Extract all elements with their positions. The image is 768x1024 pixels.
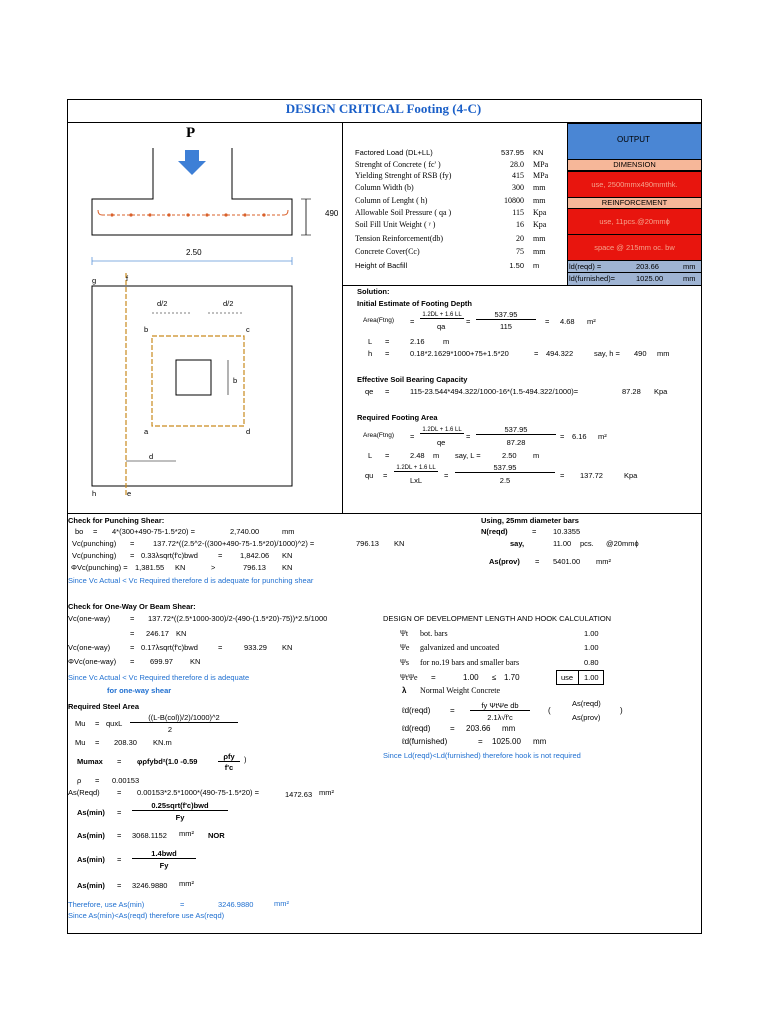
output-header: OUTPUT (617, 135, 650, 144)
dev-factor-symbol: Ψt (400, 629, 409, 638)
vc-oneway-1-label: Vc(one-way) (68, 614, 111, 623)
spacing-value: space @ 215mm oc. bw (567, 234, 702, 261)
eq: = (466, 432, 471, 441)
asmin-note-1: Therefore, use As(min) (68, 900, 145, 909)
asmin-label-4: As(min) (77, 881, 105, 890)
eq: = (466, 317, 471, 326)
ld-reqd-result-label: ℓd(reqd) (402, 724, 431, 733)
load-formula-1: 1.2DL + 1.6 LL (420, 312, 464, 319)
asmin-label-1: As(min) (77, 808, 105, 817)
L-say-value: 2.50 (502, 451, 517, 460)
input-value: 10800 (504, 196, 524, 205)
vc-oneway-1-formula: 137.72*((2.5*1000-300)/2-(490-(1.5*20)-75))*2.5/1000 (148, 614, 328, 623)
asmin-note-eq: = (180, 900, 185, 909)
bo-value: 2,740.00 (230, 527, 260, 536)
eq: = (385, 349, 390, 358)
as-reqd-formula: 0.00153*2.5*1000*(490-75-1.5*20) = (137, 788, 259, 797)
m2-unit: m² (598, 432, 607, 441)
ld-as-prov: As(prov) (572, 713, 601, 722)
input-unit: Kpa (533, 208, 547, 217)
dev-factor-value: 0.80 (584, 658, 599, 667)
asmin-value-1: 3068.1152 (132, 831, 167, 840)
h-formula: 0.18*2.1629*1000+75+1.5*20 (410, 349, 509, 358)
L-value-2: 2.48 (410, 451, 425, 460)
qa-symbol: qa (437, 322, 446, 331)
input-value: 537.95 (501, 148, 524, 157)
vc-oneway-2-value: 933.29 (244, 643, 267, 652)
use-label: use (561, 673, 574, 682)
input-unit: mm (533, 234, 546, 243)
m-unit: m (443, 337, 450, 346)
lxl-symbol: LxL (410, 476, 423, 485)
qu-label: qu (365, 471, 374, 480)
fc-denominator: f'c (224, 763, 234, 772)
bo-formula: 4*(300+490-75-1.5*20) = (112, 527, 195, 536)
bars-heading: Using, 25mm diameter bars (481, 516, 579, 525)
vc-punching-2-unit: KN (282, 551, 293, 560)
say-L: say, L = (455, 451, 481, 460)
mu-formula: quxL (106, 719, 123, 728)
asmin-label-2: As(min) (77, 831, 105, 840)
lambda-symbol: λ (402, 686, 407, 695)
bo-unit: mm (282, 527, 295, 536)
mu-label: Mu (75, 738, 86, 747)
mu-unit: KN.m (153, 738, 172, 747)
bo-label: bo (75, 527, 84, 536)
n-reqd-value: 10.3355 (553, 527, 581, 536)
qa-value: 115 (500, 322, 512, 331)
ld-as-reqd: As(reqd) (572, 699, 601, 708)
area-1-value: 4.68 (560, 317, 575, 326)
vc-oneway-2-label: Vc(one-way) (68, 643, 111, 652)
qu-value: 137.72 (580, 471, 603, 480)
asmin-numerator-2: 1.4bwd (132, 849, 196, 859)
phi-vc-oneway-unit: KN (190, 657, 201, 666)
fy-denominator-1: Fy (175, 813, 185, 822)
as-prov-unit: mm² (596, 557, 611, 566)
qe-value: 87.28 (622, 387, 641, 396)
ld-reqd-value: 203.66 (636, 262, 659, 271)
L-label: L (368, 451, 373, 460)
plan-label-f: f (126, 274, 129, 283)
phi-vc-punching-compare-unit: KN (282, 563, 293, 572)
psi-product-value: 1.00 (463, 673, 479, 682)
mu-label: Mu (75, 719, 86, 728)
fy-denominator-2: Fy (159, 861, 169, 870)
pfy-numerator: ρfy (218, 752, 240, 762)
vc-punching-1-unit: KN (394, 539, 405, 548)
phi-vc-punching-compare: 796.13 (243, 563, 266, 572)
gt-sign: > (211, 563, 216, 572)
load-formula-2: 1.2DL + 1.6 LL (420, 427, 464, 434)
mu-value: 208.30 (114, 738, 137, 747)
vc-punching-1-formula: 137.72*((2.5^2-((300+490-75-1.5*20)/1000)^2) = (153, 539, 315, 548)
eq: = (444, 471, 449, 480)
input-label: Height of Bacfill (355, 261, 408, 270)
input-label: Tension Reinforcement(db) (355, 234, 444, 243)
vc-punching-2-formula: 0.33λsqrt(f'c)bwd (141, 551, 198, 560)
ld-reqd-result-unit: mm (502, 724, 516, 733)
plan-label-a: a (144, 427, 149, 436)
plan-label-d: d (246, 427, 251, 436)
plan-label-e: e (127, 489, 132, 498)
input-label: Column Width (b) (355, 183, 414, 192)
asmin-label-3: As(min) (77, 855, 105, 864)
input-label: Soil Fill Unit Weight ( ᵞ ) (355, 220, 436, 229)
height-dim: 490 (325, 209, 339, 218)
input-label: Factored Load (DL+LL) (355, 148, 433, 157)
input-value: 16 (516, 220, 524, 229)
phi-vc-punching-label: ΦVc(punching) = (71, 563, 128, 572)
qe-label: qe (365, 387, 374, 396)
plan-label-b: b (144, 325, 149, 334)
eq: = (385, 337, 390, 346)
lxl-value: 2.5 (499, 476, 511, 485)
reinforcement-value: use, 11pcs.@20mmɸ (567, 208, 702, 235)
ld-numerator: fy ΨtΨe db (470, 701, 530, 711)
input-unit: m (533, 261, 540, 270)
phi-vc-oneway-label: ΦVc(one-way) (68, 657, 117, 666)
kpa-unit: Kpa (654, 387, 668, 396)
punching-note: Since Vc Actual < Vc Required therefore d is adequate for punching shear (68, 576, 314, 585)
ld-reqd-result-value: 203.66 (466, 724, 491, 733)
area-label-1: Area(Ftng) (363, 317, 395, 324)
solution-heading: Solution: (357, 287, 390, 296)
h-say-value: 490 (634, 349, 647, 358)
sheet-title: DESIGN CRITICAL Footing (4-C) (285, 101, 482, 116)
asmin-note-2: Since As(min)<As(reqd) therefore use As(reqd) (68, 911, 225, 920)
input-label: Column of Lenght ( h) (355, 196, 428, 205)
load-formula-3: 1.2DL + 1.6 LL (394, 465, 438, 472)
input-unit: Kpa (533, 220, 547, 229)
nor-label: NOR (208, 831, 225, 840)
rho-label: ρ (77, 776, 82, 785)
input-value: 415 (512, 171, 524, 180)
area-label-2: Area(Ftng) (363, 432, 395, 439)
dev-factor-text: galvanized and uncoated (420, 643, 500, 652)
input-unit: MPa (533, 171, 549, 180)
vc-punching-1-value: 796.13 (356, 539, 379, 548)
qe-symbol: qe (437, 438, 446, 447)
eq: = (410, 317, 415, 326)
m2-unit: m² (587, 317, 596, 326)
vc-punching-1-label: Vc(punching) (72, 539, 117, 548)
ld-furn-label: ld(furnished)= (569, 274, 616, 283)
eq: = (385, 451, 390, 460)
ld-furn-value: 1025.00 (636, 274, 664, 283)
input-unit: mm (533, 247, 546, 256)
use-value: 1.00 (584, 673, 599, 682)
dev-factor-text: for no.19 bars and smaller bars (420, 658, 520, 667)
p-value-2: 537.95 (476, 425, 556, 435)
phi-vc-punching-unit: KN (175, 563, 186, 572)
ld-furn-result-unit: mm (533, 737, 547, 746)
input-value: 75 (516, 247, 524, 256)
phi-vc-oneway-value: 699.97 (150, 657, 173, 666)
input-label: Yielding Strenght of RSB (fy) (355, 171, 452, 180)
m-unit: m (433, 451, 440, 460)
load-label: P (186, 125, 196, 141)
vc-oneway-2-formula: 0.17λsqrt(f'c)bwd (141, 643, 198, 652)
plan-label-g: g (92, 276, 97, 285)
phi-vc-punching-value: 1,381.55 (135, 563, 165, 572)
plan-label-c: c (246, 325, 250, 334)
vc-oneway-1-unit: KN (176, 629, 187, 638)
asmin-value-2: 3246.9880 (132, 881, 168, 890)
as-reqd-value: 1472.63 (285, 790, 313, 799)
ld-reqd-label: ld(reqd) = (569, 262, 602, 271)
eq: = (560, 471, 565, 480)
eq: = (385, 387, 390, 396)
dev-factor-value: 1.00 (584, 629, 599, 638)
dimension-value: use, 2500mmx490mmthk. (567, 171, 702, 198)
as-prov-label: As(prov) (489, 557, 520, 566)
qe-formula: 115-23.544*494.322/1000-16*(1.5-494.322/1000)= (410, 387, 579, 396)
input-unit: KN (533, 148, 544, 157)
as-reqd-unit: mm² (319, 788, 334, 797)
eq: = (560, 432, 565, 441)
bar-spacing: @20mmɸ (606, 539, 639, 548)
qe-den: 87.28 (506, 438, 526, 447)
vc-punching-2-value: 1,842.06 (240, 551, 270, 560)
ld-reqd-unit: mm (683, 262, 696, 271)
asmin-note-value: 3246.9880 (218, 900, 254, 909)
vc-oneway-1-value: 246.17 (146, 629, 169, 638)
mumax-formula: φρfybd²(1.0 -0.59 (137, 757, 198, 766)
oneway-note-2: for one-way shear (107, 686, 172, 695)
input-label: Allowable Soil Pressure ( qa ) (355, 208, 452, 217)
L-label: L (368, 337, 373, 346)
mumax-label: Mumax (77, 757, 103, 766)
input-label: Strenght of Concrete ( fc' ) (355, 160, 441, 169)
mu-numerator: ((L-B(col))/2)/1000)^2 (130, 713, 238, 723)
esbc-heading: Effective Soil Bearing Capacity (357, 375, 468, 384)
psi-product-eq: = (431, 673, 436, 682)
asmin-note-unit: mm² (274, 899, 289, 908)
psi-product-symbol: ΨtΨe (400, 673, 418, 682)
plan-label-b-dim: b (233, 376, 238, 385)
oneway-note-1: Since Vc Actual < Vc Required therefore d is adequate (68, 673, 250, 682)
le-sign: ≤ (492, 673, 497, 682)
p-value-3: 537.95 (455, 463, 555, 473)
pcs-label: pcs. (580, 539, 594, 548)
asmin-numerator-1: 0.25sqrt(f'c)bwd (132, 801, 228, 811)
dev-factor-text: bot. bars (420, 629, 448, 638)
input-value: 300 (512, 183, 524, 192)
vc-oneway-2-unit: KN (282, 643, 293, 652)
ld-formula-label: ℓd(reqd) (402, 706, 431, 715)
oneway-heading: Check for One-Way Or Beam Shear: (68, 602, 196, 611)
n-reqd-label: N(reqd) (481, 527, 508, 536)
as-reqd-label: As(Reqd) (68, 788, 100, 797)
width-dim: 2.50 (186, 248, 202, 257)
vc-punching-2-label: Vc(punching) (72, 551, 117, 560)
say-value: 11.00 (553, 539, 572, 548)
plan-label-d-dim: d (149, 452, 154, 461)
rho-value: 0.00153 (112, 776, 140, 785)
eq: = (410, 432, 415, 441)
ld-furn-result-label: ℓd(furnished) (402, 737, 448, 746)
say-h: say, h = (594, 349, 620, 358)
input-unit: mm (533, 196, 546, 205)
dev-factor-symbol: Ψs (400, 658, 410, 667)
hook-note: Since Ld(reqd)<Ld(furnished) therefore hook is not required (383, 751, 581, 760)
dev-factor-value: 1.00 (584, 643, 599, 652)
psi-limit: 1.70 (504, 673, 520, 682)
m-unit: m (533, 451, 540, 460)
input-value: 28.0 (510, 160, 524, 169)
steel-heading: Required Steel Area (68, 702, 139, 711)
lambda-text: Normal Weight Concrete (420, 686, 501, 695)
kpa-unit: Kpa (624, 471, 638, 480)
reinforcement-label: REINFORCEMENT (567, 197, 702, 209)
plan-label-h: h (92, 489, 97, 498)
input-value: 1.50 (509, 261, 524, 270)
input-value: 20 (516, 234, 524, 243)
eq: = (383, 471, 388, 480)
ld-denominator: 2.1λ√f'c (487, 713, 513, 722)
mu-denominator: 2 (167, 725, 173, 734)
input-value: 115 (512, 208, 524, 217)
say-label: say, (510, 539, 525, 548)
L-value-1: 2.16 (410, 337, 425, 346)
ld-furn-unit: mm (683, 274, 696, 283)
dimension-label: DIMENSION (567, 159, 702, 171)
eq: = (545, 317, 550, 326)
plan-label-d2-right: d/2 (223, 299, 234, 308)
rfa-heading: Required Footing Area (357, 413, 438, 422)
dev-factor-symbol: Ψe (400, 643, 410, 652)
plan-label-d2-left: d/2 (157, 299, 168, 308)
input-unit: mm (533, 183, 546, 192)
ld-furn-result-value: 1025.00 (492, 737, 521, 746)
footing-figure (68, 123, 340, 511)
area-2-value: 6.16 (572, 432, 587, 441)
as-prov-value: 5401.00 (553, 557, 581, 566)
punching-heading: Check for Punching Shear: (68, 516, 165, 525)
h-value: 494.322 (546, 349, 574, 358)
eq: = (534, 349, 539, 358)
mm-unit: mm (657, 349, 670, 358)
input-unit: MPa (533, 160, 549, 169)
h-label: h (368, 349, 373, 358)
p-value-1: 537.95 (476, 310, 536, 320)
input-label: Concrete Cover(Cc) (355, 247, 420, 256)
initial-estimate-heading: Initial Estimate of Footing Depth (357, 299, 472, 308)
dev-heading: DESIGN OF DEVELOPMENT LENGTH AND HOOK CALCULATION (383, 614, 612, 623)
